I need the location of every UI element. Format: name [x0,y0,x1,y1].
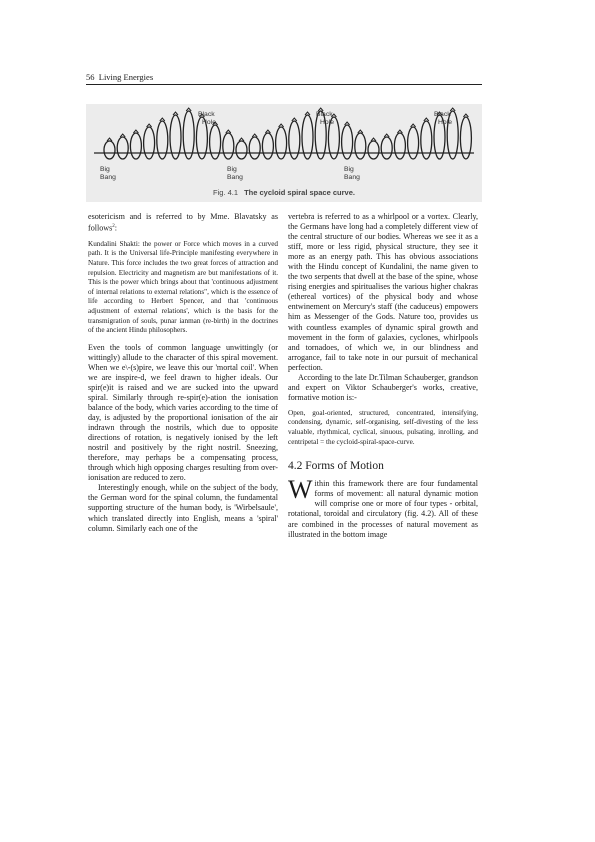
left-paragraph-2: Even the tools of common language unwittingly (or wittingly) allude to the character of this spiral movement. When we e\-(s)pire, we leave this our 'mortal coil'. When we are inspire-d, we feel drawn to higher ideals. Our spir(e)it is raised and we are sucked into the upward spiral. Similarly through re-spir(e)-ation the ionisation balance of the body, which varies according to the time of day, is adjusted by the proportional ionisation of the air indrawn through the nostrils, which due to opposite directions of rotation, is negatively ionised by the left nostril and positively by the right nostril. Sneezing, therefore, may perhaps be a compensating process, through which high opposing charges resulting from over-ionisation are reduced to zero. [88,342,278,483]
big-bang-label-2: Big Bang [227,166,243,181]
spiral-loop [130,133,141,159]
spiral-loop [408,127,419,159]
footnote-ref: 2 [112,224,115,230]
figure-number: Fig. 4.1 [213,188,239,197]
left-column [88,212,278,534]
spiral-loop [170,115,181,159]
left-paragraph-1: esotericism and is referred to by Mme. Blavatsky as follows$^2$: [88,212,278,233]
figure-cycloid-spiral [86,104,482,202]
spiral-loop [276,127,287,159]
spiral-loop [302,115,313,159]
schauberger-quote: Open, goal-oriented, structured, concentrated, intensifying, condensing, dynamic, self-organising, self-divesting of the less valuable, rhythmical, cyclical, sinuous, pulsating, inrolling, and centripetal = the cycloid-spiral-space-curve. [288,408,478,446]
spiral-loop [144,127,155,159]
drop-cap: W [288,475,313,505]
black-hole-label-3: Black Hole [434,111,452,126]
spiral-loop [368,141,379,159]
left-paragraph-3: Interestingly enough, while on the subject of the body, the German word for the spinal column, the fundamental supporting structure of the human body, is 'Wirbelsaule', which translated directly into English, means a 'spiral' column. Similarly each one of the [88,483,278,533]
black-hole-label-2: Black Hole [316,111,334,126]
section-heading: 4.2 Forms of Motion [288,460,384,473]
running-header [86,72,482,85]
spiral-loop [394,133,405,159]
spiral-loop [183,111,194,159]
spiral-loop [210,125,221,159]
figure-caption-text: The cycloid spiral space curve. [244,188,355,197]
spiral-loops [104,108,471,159]
blavatsky-quote: Kundalini Shakti: the power or Force which moves in a curved path. It is the Universal life-Principle manifesting everywhere in Nature. This force includes the two great forces of attraction and repulsion. Electricity and magnetism are but manifestations of it. This is the power which brings about that 'continuous adjustment of internal relations to external relations", which is the essence of life according to Herbert Spencer, and that 'continuous adjustment of external relations', which is the basis for the transmigration of souls, punar ianman (re-birth) in the doctrines of the ancient Hindu philosophers. [88,239,278,335]
right-paragraph-3: Within this framework there are four fundamental forms of movement: all natural dynamic motion will comprise one or more of four types - orbital, rotational, toroidal and circulatory (fig. 4.2). All of these are combined in the processes of natural movement as illustrated in the bottom image [288,475,478,539]
running-title: Living Energies [98,72,154,82]
spiral-loop [342,125,353,159]
big-bang-label-3: Big Bang [344,166,360,181]
page-number: 56 [86,72,95,82]
right-paragraph-1: vertebra is referred to as a whirlpool or a vortex. Clearly, the Germans have long had a completely different view of the central structure of our bodies. Whereas we see it as a stiff, more or less rigid, physical structure, they see it more as an energy path. This has obvious associations with the Hindu concept of Kundalini, the name given to the two serpents that dwell at the base of the spine, whose rising energies and spiritualises the various higher chakras (ethereal vortices) of the physical body and whose entwinement on Mercury's staff (the caduceus) empowers him as Messenger of the Gods. Nature too, provides us with countless examples of dynamic spiral growth and movement in the form of galaxies, cyclones, whirlpools and tornadoes, of which we, in our blindness and arrogance, fail to take note in our pursuit of mechanical perfection. [288,212,478,372]
spiral-loop [236,141,247,159]
spiral-loop [223,133,234,159]
spiral-loop [117,137,128,159]
spiral-loop [262,133,273,159]
right-paragraph-2: According to the late Dr.Tilman Schauberger, grandson and expert on Viktor Schauberger's works, creative, formative motion is:- [288,372,478,402]
figure-caption [86,188,482,197]
spiral-loop [249,137,260,159]
spiral-loop [355,133,366,159]
spiral-loop [104,141,115,159]
black-hole-label-1: Black Hole [198,111,216,126]
big-bang-label-1: Big Bang [100,166,116,181]
spiral-loop [381,137,392,159]
right-column [288,212,478,540]
